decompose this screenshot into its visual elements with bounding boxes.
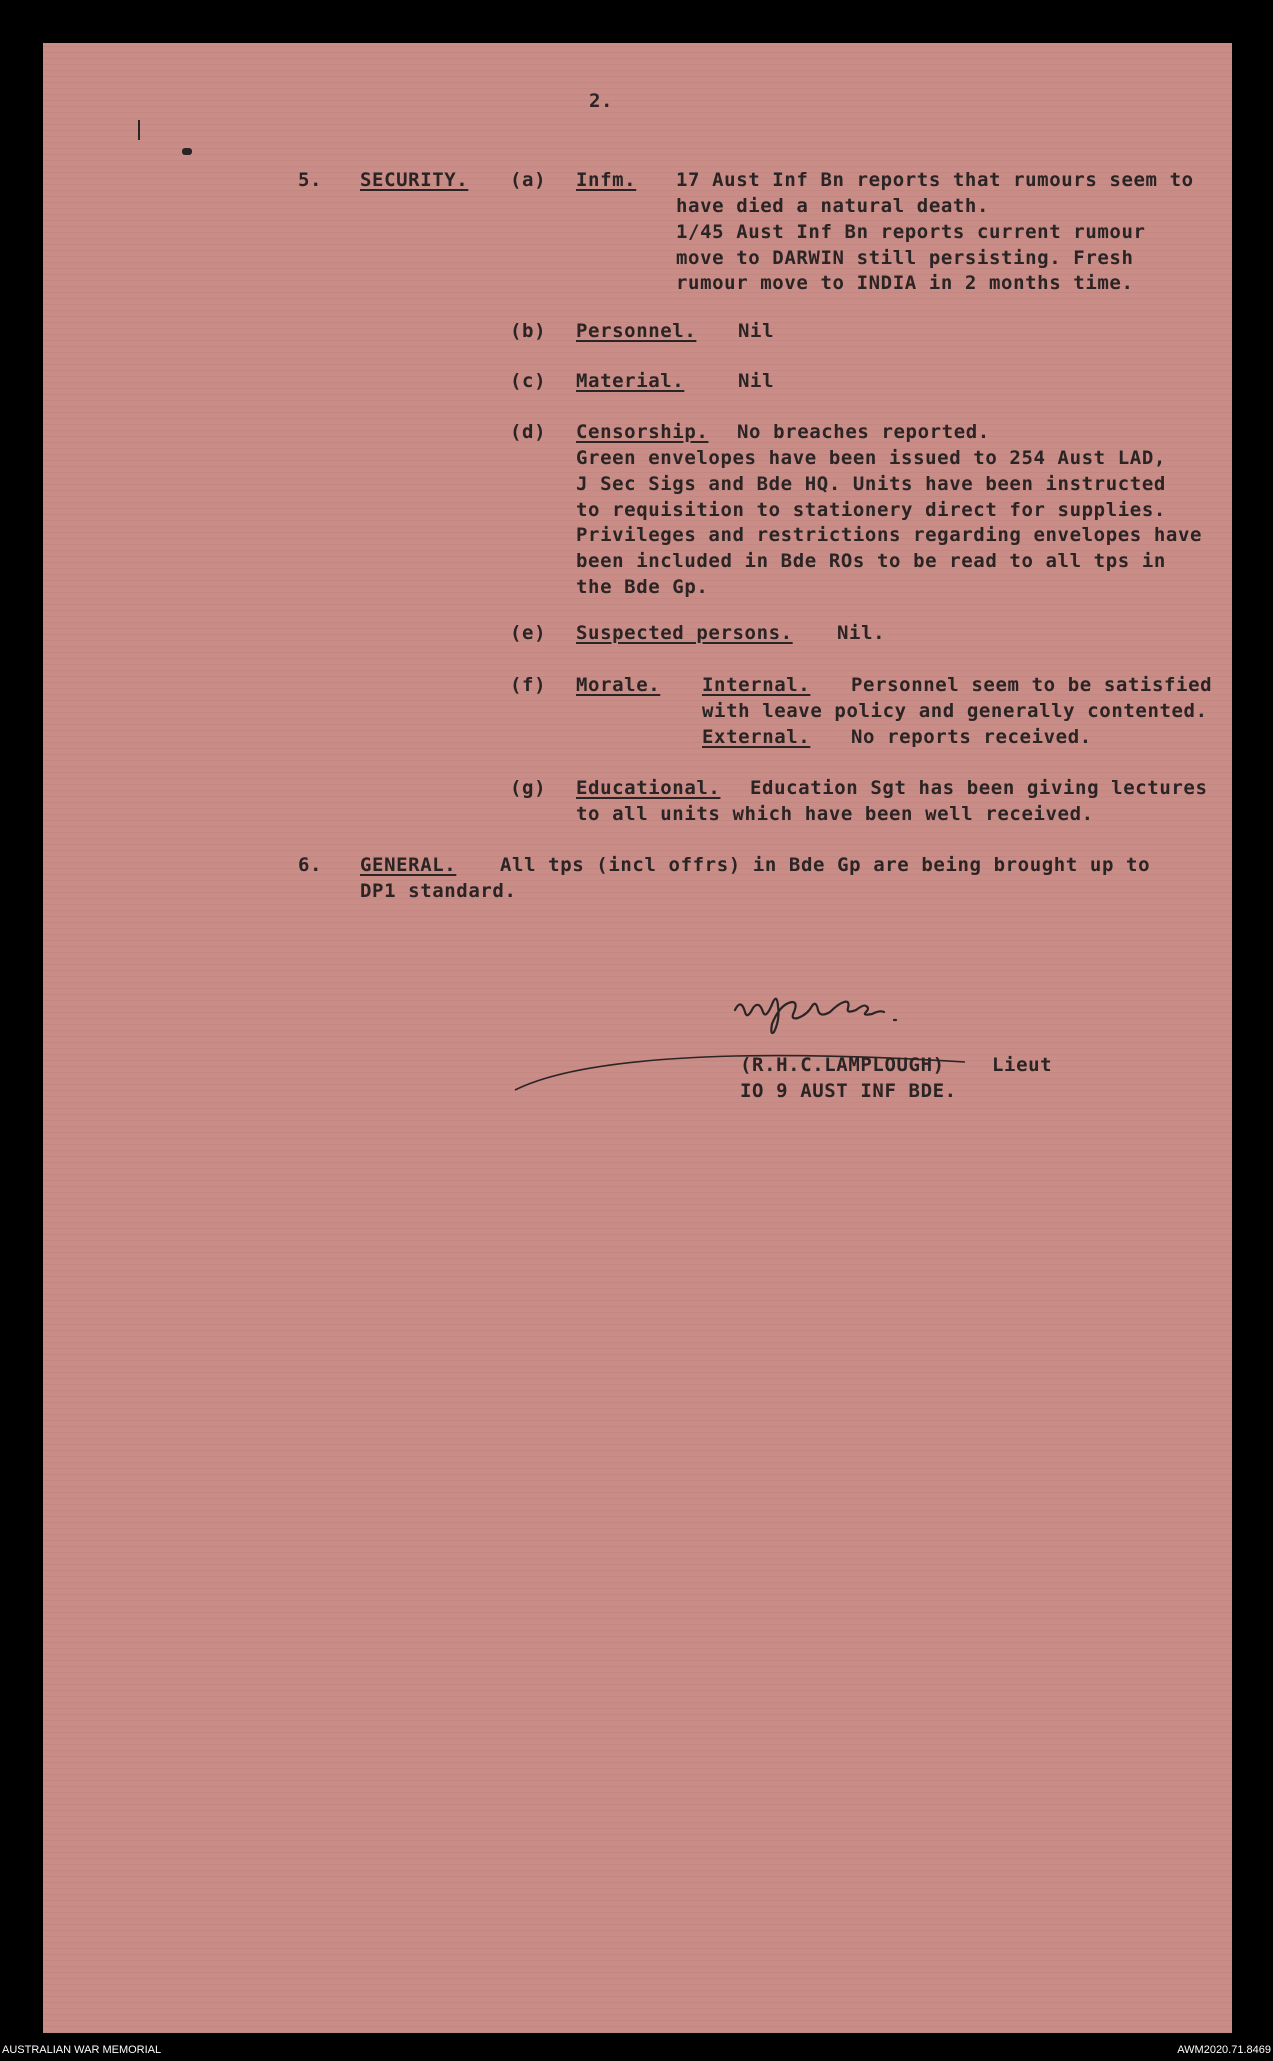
item-e-text: Nil. — [837, 622, 886, 644]
item-c-heading: Material. — [576, 370, 685, 392]
footer-institution: AUSTRALIAN WAR MEMORIAL — [2, 2044, 162, 2056]
item-d-line: the Bde Gp. — [576, 576, 709, 598]
item-d-marker: (d) — [510, 421, 547, 443]
item-a-line: 1/45 Aust Inf Bn reports current rumour — [676, 221, 1146, 243]
item-f-marker: (f) — [510, 674, 547, 696]
item-g-marker: (g) — [510, 777, 547, 799]
item-g-line: to all units which have been well received. — [576, 803, 1094, 825]
item-a-line: rumour move to INDIA in 2 months time. — [676, 272, 1134, 294]
item-a-marker: (a) — [510, 169, 547, 191]
page-number: 2. — [589, 90, 614, 112]
item-f-internal-label: Internal. — [702, 674, 811, 696]
item-d-line: Green envelopes have been issued to 254 Aust LAD, — [576, 447, 1166, 469]
item-f-external-text: No reports received. — [851, 726, 1092, 748]
item-d-first-text: No breaches reported. — [737, 421, 990, 443]
item-a-line: move to DARWIN still persisting. Fresh — [676, 247, 1134, 269]
signatory-name: (R.H.C.LAMPLOUGH) — [740, 1054, 945, 1076]
section-6-number: 6. — [298, 854, 323, 876]
item-f-heading: Morale. — [576, 674, 661, 696]
item-f-internal-line: with leave policy and generally contented. — [702, 700, 1208, 722]
section-5-heading: SECURITY. — [360, 169, 469, 191]
signatory-rank: Lieut — [992, 1054, 1053, 1076]
item-a-line: have died a natural death. — [676, 195, 990, 217]
item-b-heading: Personnel. — [576, 320, 697, 342]
item-d-heading: Censorship. — [576, 421, 709, 443]
item-e-marker: (e) — [510, 622, 547, 644]
item-g-heading: Educational. — [576, 777, 721, 799]
item-a-line: 17 Aust Inf Bn reports that rumours seem to — [676, 169, 1194, 191]
item-f-external-label: External. — [702, 726, 811, 748]
item-c-marker: (c) — [510, 370, 547, 392]
item-d-line: Privileges and restrictions regarding envelopes have — [576, 524, 1203, 546]
section-6-heading: GENERAL. — [360, 854, 457, 876]
section-5-number: 5. — [298, 169, 323, 191]
item-d-line: to requisition to stationery direct for supplies. — [576, 499, 1166, 521]
item-c-text: Nil — [738, 370, 775, 392]
item-d-line: J Sec Sigs and Bde HQ. Units have been instructed — [576, 473, 1166, 495]
section-6-first-text: All tps (incl offrs) in Bde Gp are being brought up to — [500, 854, 1151, 876]
signatory-appointment: IO 9 AUST INF BDE. — [740, 1080, 957, 1102]
item-b-text: Nil — [738, 320, 775, 342]
item-a-heading: Infm. — [576, 169, 637, 191]
section-6-second-line: DP1 standard. — [360, 880, 517, 902]
item-b-marker: (b) — [510, 320, 547, 342]
item-e-heading: Suspected persons. — [576, 622, 793, 644]
item-f-internal-line: Personnel seem to be satisfied — [851, 674, 1213, 696]
footer-catalogue-id: AWM2020.71.8469 — [1177, 2044, 1271, 2056]
item-g-line: Education Sgt has been giving lectures — [750, 777, 1208, 799]
item-d-line: been included in Bde ROs to be read to all tps in — [576, 550, 1166, 572]
